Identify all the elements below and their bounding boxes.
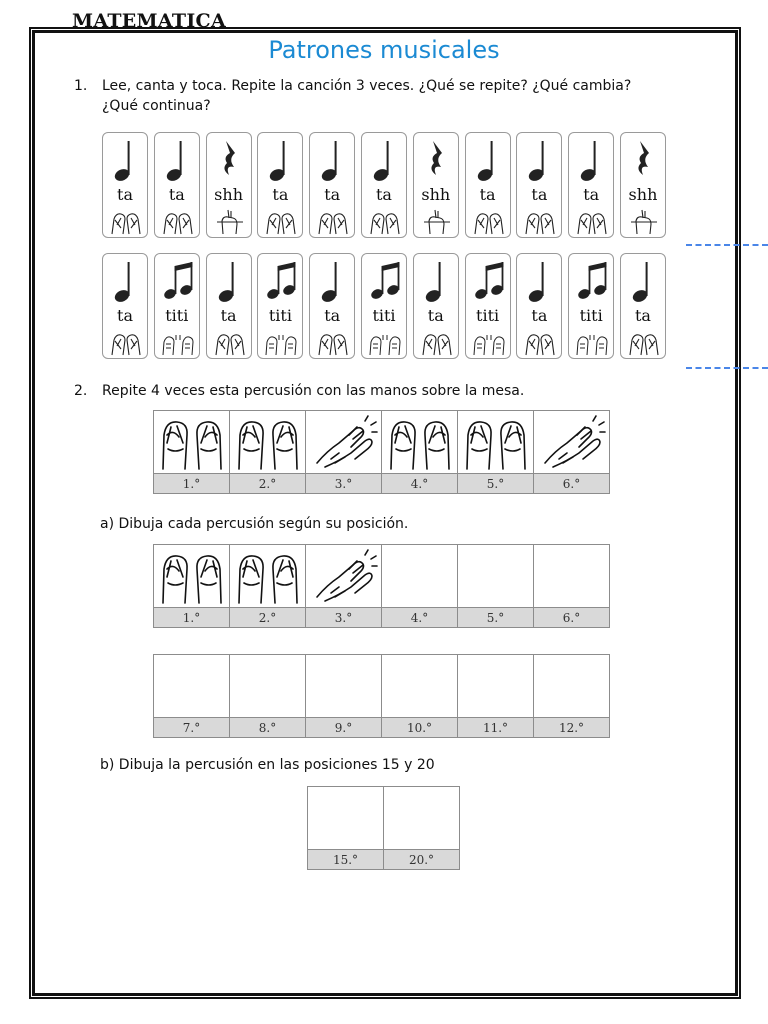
percussion-cell bbox=[154, 411, 230, 474]
rhythm-card bbox=[309, 132, 355, 238]
blank-drawing-cell[interactable] bbox=[534, 655, 610, 718]
rhythm-syllable: ta bbox=[220, 306, 237, 325]
rhythm-syllable: ta bbox=[272, 185, 289, 204]
fists-icon bbox=[213, 330, 247, 356]
position-label: 3.° bbox=[306, 608, 382, 628]
percussion-answer-table-1 bbox=[153, 544, 610, 628]
percussion-pattern-table bbox=[153, 410, 610, 494]
quarter-note-icon bbox=[420, 256, 454, 306]
rhythm-card bbox=[206, 132, 252, 238]
blank-drawing-cell[interactable] bbox=[534, 545, 610, 608]
fists-icon bbox=[233, 413, 303, 471]
rhythm-syllable: ta bbox=[634, 306, 651, 325]
percussion-answer-table-2 bbox=[153, 654, 610, 738]
position-label: 2.° bbox=[230, 474, 306, 494]
rhythm-syllable: ta bbox=[531, 185, 548, 204]
shush-hand-icon bbox=[627, 209, 661, 235]
subject-header: MATEMATICA bbox=[72, 10, 226, 32]
position-label: 8.° bbox=[230, 718, 306, 738]
question-2-text: Repite 4 veces esta percusión con las manos sobre la mesa. bbox=[102, 383, 525, 399]
percussion-answer-table-3 bbox=[307, 786, 460, 870]
blank-drawing-cell[interactable] bbox=[230, 655, 306, 718]
rhythm-syllable: ta bbox=[168, 185, 185, 204]
fists-icon bbox=[233, 547, 303, 605]
rhythm-card bbox=[413, 132, 459, 238]
rhythm-card bbox=[154, 253, 200, 359]
position-label: 1.° bbox=[154, 474, 230, 494]
quarter-note-icon bbox=[109, 135, 143, 185]
blank-drawing-cell[interactable] bbox=[458, 545, 534, 608]
rhythm-syllable: titi bbox=[579, 306, 603, 325]
dashed-guide-line bbox=[686, 367, 768, 369]
percussion-cell bbox=[230, 545, 306, 608]
question-number: 1. bbox=[74, 78, 88, 94]
fists-icon bbox=[316, 209, 350, 235]
rhythm-card bbox=[620, 253, 666, 359]
quarter-note-icon bbox=[575, 135, 609, 185]
rhythm-syllable: titi bbox=[268, 306, 292, 325]
position-label: 6.° bbox=[534, 474, 610, 494]
position-label: 5.° bbox=[458, 474, 534, 494]
fists-icon bbox=[385, 413, 455, 471]
position-label: 10.° bbox=[382, 718, 458, 738]
fists-icon bbox=[420, 330, 454, 356]
rhythm-card bbox=[154, 132, 200, 238]
percussion-cell bbox=[534, 411, 610, 474]
rhythm-syllable: shh bbox=[214, 185, 243, 204]
position-label: 20.° bbox=[384, 850, 460, 870]
position-label: 4.° bbox=[382, 474, 458, 494]
fists-icon bbox=[109, 330, 143, 356]
clapping-hands-icon bbox=[309, 413, 379, 471]
fists-icon bbox=[523, 209, 557, 235]
rhythm-card bbox=[413, 253, 459, 359]
position-label: 5.° bbox=[458, 608, 534, 628]
dashed-guide-line bbox=[686, 244, 768, 246]
position-label: 7.° bbox=[154, 718, 230, 738]
quarter-note-icon bbox=[109, 256, 143, 306]
eighth-notes-icon bbox=[472, 256, 506, 306]
quarter-rest-icon bbox=[627, 135, 661, 185]
quarter-note-icon bbox=[161, 135, 195, 185]
rhythm-syllable: titi bbox=[165, 306, 189, 325]
fists-icon bbox=[316, 330, 350, 356]
hand-taps-icon bbox=[575, 330, 609, 356]
rhythm-card bbox=[257, 132, 303, 238]
quarter-note-icon bbox=[264, 135, 298, 185]
quarter-note-icon bbox=[523, 256, 557, 306]
quarter-note-icon bbox=[627, 256, 661, 306]
rhythm-syllable: titi bbox=[476, 306, 500, 325]
rhythm-card bbox=[568, 253, 614, 359]
eighth-notes-icon bbox=[161, 256, 195, 306]
position-label: 15.° bbox=[308, 850, 384, 870]
question-2 bbox=[74, 381, 694, 401]
fists-icon bbox=[157, 547, 227, 605]
fists-icon bbox=[523, 330, 557, 356]
percussion-cell bbox=[230, 411, 306, 474]
fists-icon bbox=[368, 209, 402, 235]
rhythm-card bbox=[309, 253, 355, 359]
hand-taps-icon bbox=[368, 330, 402, 356]
position-label: 2.° bbox=[230, 608, 306, 628]
fists-icon bbox=[264, 209, 298, 235]
fists-icon bbox=[157, 413, 227, 471]
shush-hand-icon bbox=[420, 209, 454, 235]
percussion-cell bbox=[154, 545, 230, 608]
rhythm-card bbox=[516, 132, 562, 238]
percussion-cell bbox=[458, 411, 534, 474]
percussion-cell bbox=[306, 411, 382, 474]
position-label: 11.° bbox=[458, 718, 534, 738]
fists-icon bbox=[461, 413, 531, 471]
rhythm-syllable: ta bbox=[583, 185, 600, 204]
rhythm-card bbox=[361, 132, 407, 238]
rhythm-card bbox=[465, 132, 511, 238]
blank-drawing-cell[interactable] bbox=[306, 655, 382, 718]
rhythm-syllable: ta bbox=[531, 306, 548, 325]
quarter-rest-icon bbox=[213, 135, 247, 185]
position-label: 9.° bbox=[306, 718, 382, 738]
quarter-note-icon bbox=[523, 135, 557, 185]
rhythm-card bbox=[102, 132, 148, 238]
position-label: 1.° bbox=[154, 608, 230, 628]
clapping-hands-icon bbox=[537, 413, 607, 471]
rhythm-card bbox=[516, 253, 562, 359]
quarter-note-icon bbox=[316, 256, 350, 306]
rhythm-card bbox=[465, 253, 511, 359]
rhythm-card bbox=[620, 132, 666, 238]
rhythm-syllable: titi bbox=[372, 306, 396, 325]
rhythm-card bbox=[568, 132, 614, 238]
position-label: 12.° bbox=[534, 718, 610, 738]
fists-icon bbox=[627, 330, 661, 356]
shush-hand-icon bbox=[213, 209, 247, 235]
percussion-cell bbox=[382, 411, 458, 474]
eighth-notes-icon bbox=[575, 256, 609, 306]
blank-drawing-cell[interactable] bbox=[382, 655, 458, 718]
fists-icon bbox=[161, 209, 195, 235]
percussion-cell bbox=[306, 545, 382, 608]
quarter-note-icon bbox=[368, 135, 402, 185]
rhythm-syllable: ta bbox=[427, 306, 444, 325]
question-1-line-2: ¿Qué continua? bbox=[102, 98, 211, 114]
position-label: 3.° bbox=[306, 474, 382, 494]
quarter-note-icon bbox=[316, 135, 350, 185]
blank-drawing-cell[interactable] bbox=[384, 787, 460, 850]
clapping-hands-icon bbox=[309, 547, 379, 605]
blank-drawing-cell[interactable] bbox=[154, 655, 230, 718]
rhythm-syllable: shh bbox=[421, 185, 451, 204]
subquestion-b: b) Dibuja la percusión en las posiciones 15 y 20 bbox=[100, 757, 435, 773]
fists-icon bbox=[109, 209, 143, 235]
position-label: 4.° bbox=[382, 608, 458, 628]
question-1-line-1: Lee, canta y toca. Repite la canción 3 veces. ¿Qué se repite? ¿Qué cambia? bbox=[102, 78, 632, 94]
fists-icon bbox=[575, 209, 609, 235]
rhythm-card-row-2 bbox=[102, 253, 666, 359]
quarter-rest-icon bbox=[420, 135, 454, 185]
rhythm-syllable: ta bbox=[324, 185, 341, 204]
fists-icon bbox=[472, 209, 506, 235]
rhythm-card bbox=[206, 253, 252, 359]
hand-taps-icon bbox=[472, 330, 506, 356]
subquestion-a: a) Dibuja cada percusión según su posición. bbox=[100, 516, 409, 532]
rhythm-syllable: ta bbox=[117, 185, 133, 204]
hand-taps-icon bbox=[161, 330, 195, 356]
eighth-notes-icon bbox=[264, 256, 298, 306]
rhythm-syllable: ta bbox=[376, 185, 392, 204]
rhythm-syllable: shh bbox=[628, 185, 658, 204]
question-number: 2. bbox=[74, 383, 88, 399]
question-1 bbox=[74, 76, 714, 118]
rhythm-syllable: ta bbox=[479, 185, 496, 204]
quarter-note-icon bbox=[213, 256, 247, 306]
eighth-notes-icon bbox=[368, 256, 402, 306]
hand-taps-icon bbox=[264, 330, 298, 356]
worksheet-title: Patrones musicales bbox=[268, 36, 500, 64]
rhythm-card-row-1 bbox=[102, 132, 666, 238]
blank-drawing-cell[interactable] bbox=[458, 655, 534, 718]
quarter-note-icon bbox=[472, 135, 506, 185]
rhythm-card bbox=[102, 253, 148, 359]
rhythm-syllable: ta bbox=[117, 306, 133, 325]
blank-drawing-cell[interactable] bbox=[382, 545, 458, 608]
position-label: 6.° bbox=[534, 608, 610, 628]
rhythm-card bbox=[257, 253, 303, 359]
rhythm-syllable: ta bbox=[324, 306, 341, 325]
rhythm-card bbox=[361, 253, 407, 359]
blank-drawing-cell[interactable] bbox=[308, 787, 384, 850]
